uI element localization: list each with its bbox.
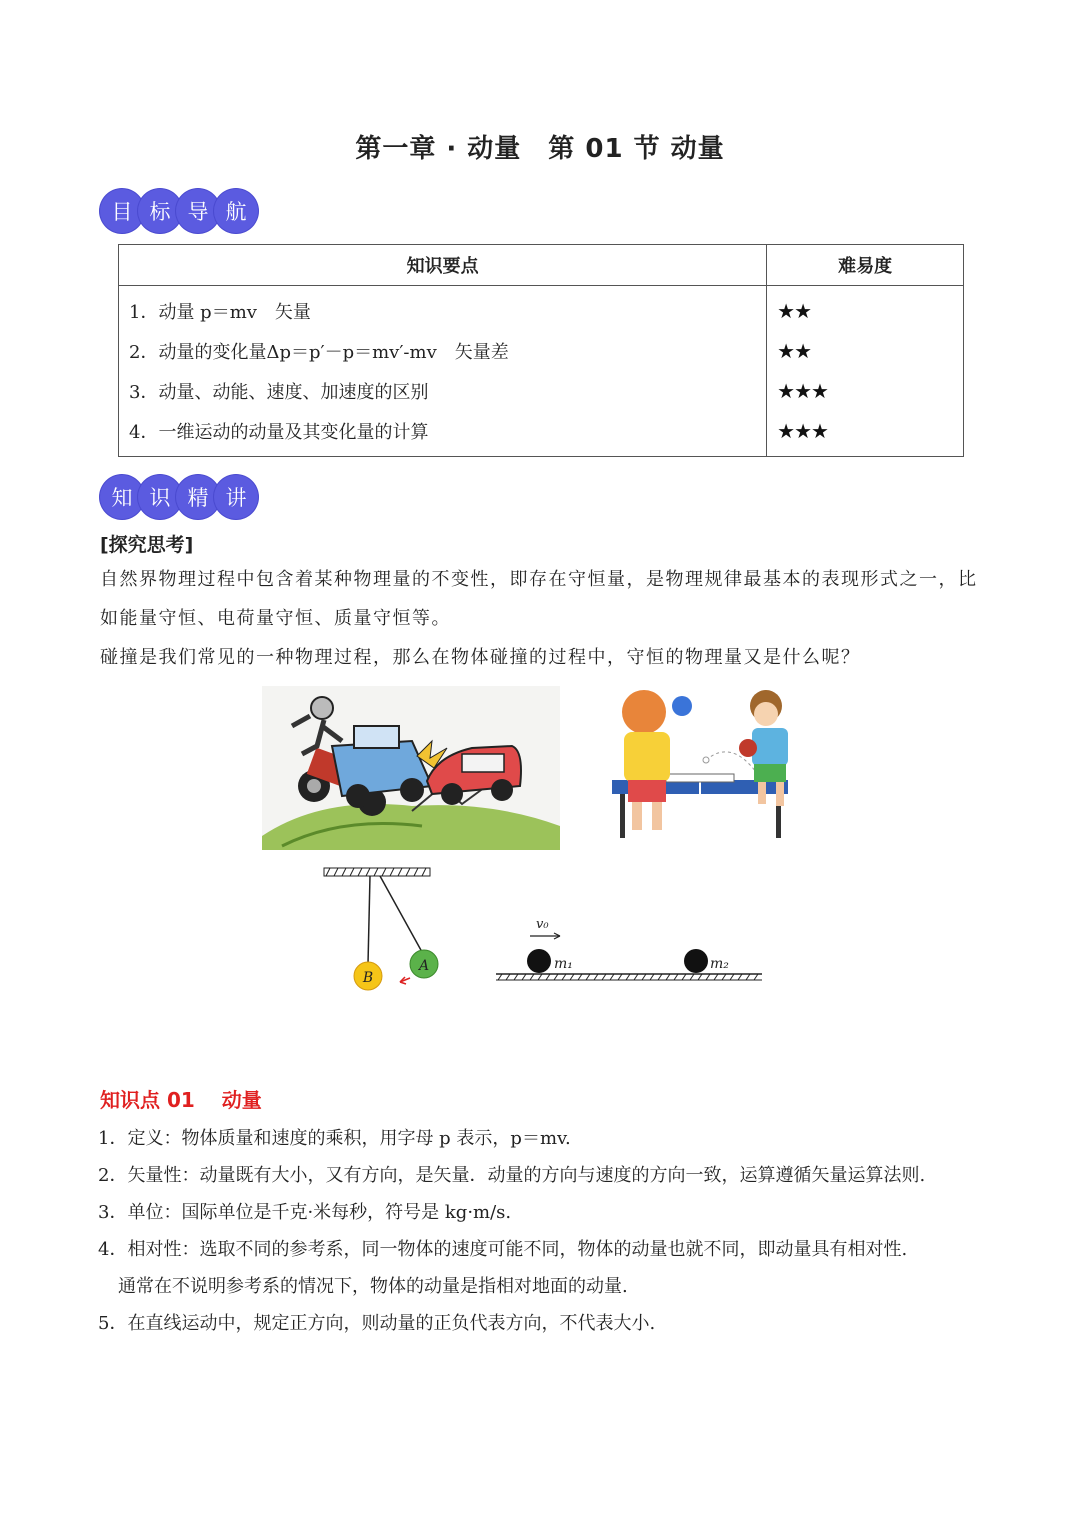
- table-row: [119, 286, 964, 332]
- goal-item: 1．动量 p＝mv 矢量: [119, 286, 767, 332]
- badge-char: 知: [100, 475, 144, 519]
- page-title: 第一章 · 动量 第 01 节 动量: [355, 134, 725, 164]
- header-knowledge: 知识要点: [119, 245, 767, 286]
- goals-table: [118, 244, 964, 457]
- list-item: 5．在直线运动中，规定正方向，则动量的正负代表方向，不代表大小.: [98, 1313, 656, 1334]
- explore-heading: [探究思考]: [100, 534, 194, 556]
- knowledge-point-list: [98, 1120, 998, 1342]
- goal-item: 3．动量、动能、速度、加速度的区别: [119, 371, 767, 411]
- mass1-label: m₁: [554, 956, 573, 972]
- orange-hair-kid: [622, 690, 692, 830]
- table-row: [119, 371, 964, 411]
- difficulty-stars: ★★★: [767, 411, 964, 457]
- explore-paragraph-1: 自然界物理过程中包含着某种物理量的不变性，即存在守恒量，是物理规律最基本的表现形式之一，比如能量守恒、电荷量守恒、质量守恒等。: [100, 569, 978, 629]
- pendulum-diagram: [320, 864, 450, 994]
- badge-char: 航: [214, 189, 258, 233]
- header-difficulty: 难易度: [767, 245, 964, 286]
- list-item: 4．相对性：选取不同的参考系，同一物体的速度可能不同，物体的动量也就不同，即动量具有相对性.: [98, 1239, 908, 1260]
- ball-b-label: B: [362, 970, 374, 986]
- list-item: 3．单位：国际单位是千克·米每秒，符号是 kg·m/s.: [98, 1202, 512, 1223]
- list-item-continuation: 通常在不说明参考系的情况下，物体的动量是指相对地面的动量.: [118, 1276, 628, 1297]
- badge-char: 讲: [214, 475, 258, 519]
- badge-char: 标: [138, 189, 182, 233]
- collision-track-diagram: [492, 908, 768, 988]
- goals-badge: [100, 189, 252, 233]
- table-row: [119, 331, 964, 371]
- velocity-label: v₀: [536, 917, 549, 932]
- car-crash-illustration: [262, 686, 560, 850]
- goal-item: 4．一维运动的动量及其变化量的计算: [119, 411, 767, 457]
- list-item: 2．矢量性：动量既有大小，又有方向，是矢量．动量的方向与速度的方向一致，运算遵循矢量运算法则.: [98, 1165, 926, 1186]
- ball-a-label: A: [418, 958, 430, 974]
- badge-char: 精: [176, 475, 220, 519]
- list-item: 1．定义：物体质量和速度的乘积，用字母 p 表示，p＝mv.: [98, 1128, 571, 1149]
- mass2-label: m₂: [710, 956, 729, 972]
- explore-paragraph-2: 碰撞是我们常见的一种物理过程，那么在物体碰撞的过程中，守恒的物理量又是什么呢？: [100, 647, 861, 668]
- table-tennis-illustration: [606, 684, 816, 844]
- knowledge-point-title: 知识点 01 动量: [100, 1088, 262, 1112]
- badge-char: 目: [100, 189, 144, 233]
- difficulty-stars: ★★: [767, 331, 964, 371]
- table-row: [119, 411, 964, 457]
- badge-char: 识: [138, 475, 182, 519]
- difficulty-stars: ★★★: [767, 371, 964, 411]
- badge-char: 导: [176, 189, 220, 233]
- goal-item: 2．动量的变化量Δp＝p′－p＝mv′-mv 矢量差: [119, 331, 767, 371]
- lecture-badge: [100, 475, 252, 519]
- difficulty-stars: ★★: [767, 286, 964, 332]
